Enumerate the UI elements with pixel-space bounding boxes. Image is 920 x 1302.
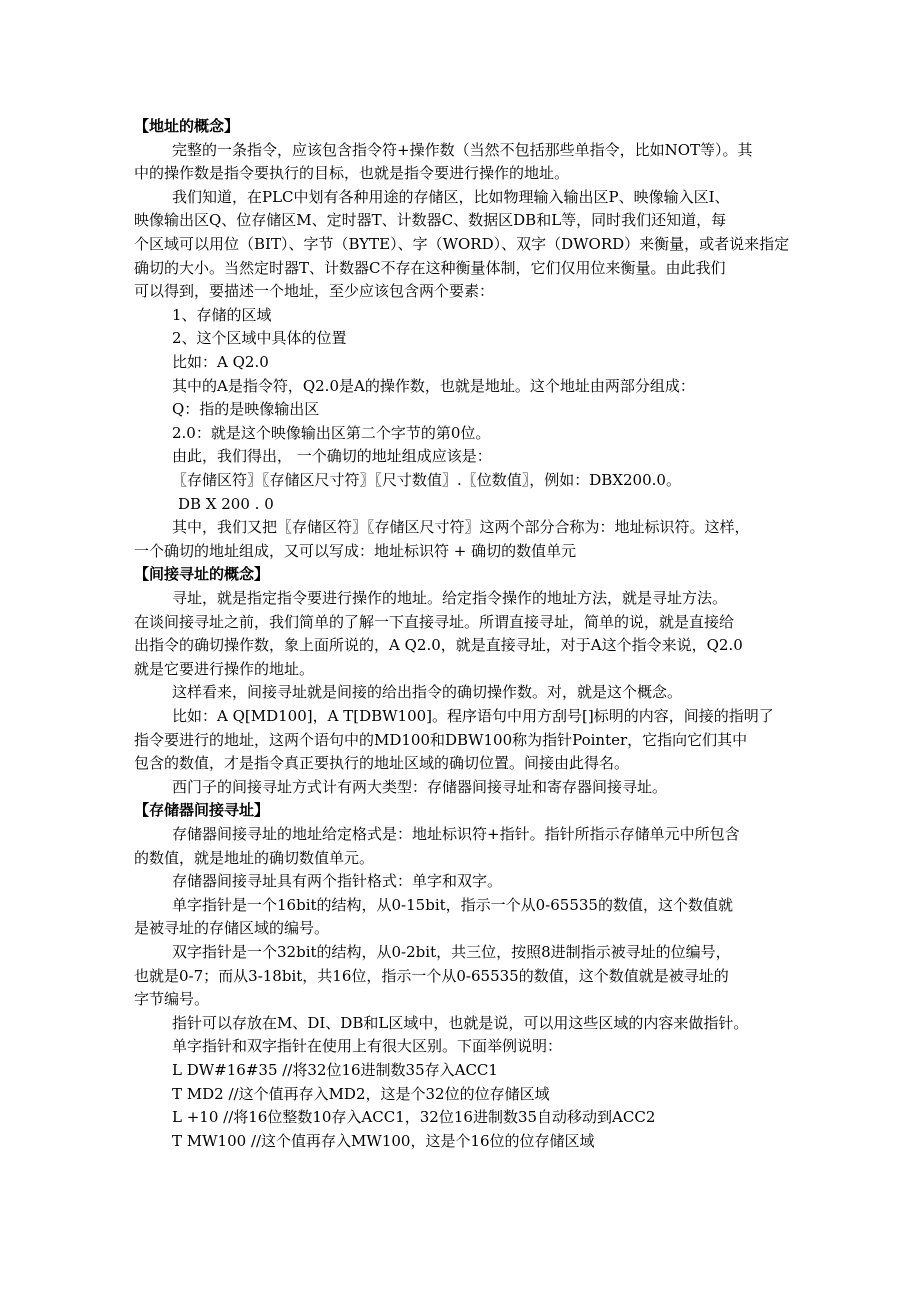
list-item: 1、存储的区域: [172, 306, 272, 324]
address-example-line: DB X 200 . 0: [178, 495, 274, 513]
paragraph-line: 映像输出区Q、位存储区M、定时器T、计数器C、数据区DB和L等，同时我们还知道，每: [134, 211, 727, 229]
paragraph-line: 单字指针和双字指针在使用上有很大区别。下面举例说明：: [172, 1037, 563, 1055]
code-line: L +10 //将16位整数10存入ACC1，32位16进制数35自动移动到ACC2: [172, 1108, 656, 1126]
paragraph-line: 可以得到，要描述一个地址，至少应该包含两个要素：: [134, 282, 495, 300]
paragraph-line: 字节编号。: [134, 990, 210, 1008]
paragraph-line: 确切的大小。当然定时器T、计数器C不存在这种衡量体制，它们仅用位来衡量。由此我们: [134, 259, 726, 277]
section-heading-indirect-addressing: 【间接寻址的概念】: [134, 565, 270, 583]
code-line: T MD2 //这个值再存入MD2，这是个32位的位存储区域: [172, 1085, 550, 1103]
paragraph-line: 指针可以存放在M、DI、DB和L区域中，也就是说，可以用这些区域的内容来做指针。: [172, 1014, 749, 1032]
paragraph-line: 2.0：就是这个映像输出区第二个字节的第0位。: [172, 424, 491, 442]
paragraph-line: 包含的数值，才是指令真正要执行的地址区域的确切位置。间接由此得名。: [134, 754, 630, 772]
paragraph-line: 寻址，就是指定指令要进行操作的地址。给定指令操作的地址方法，就是寻址方法。: [172, 589, 728, 607]
paragraph-line: 指令要进行的地址，这两个语句中的MD100和DBW100称为指针Pointer，它指向它们其中: [134, 731, 748, 749]
code-line: L DW#16#35 //将32位16进制数35存入ACC1: [172, 1061, 498, 1079]
paragraph-line: 出指令的确切操作数，象上面所说的，A Q2.0，就是直接寻址，对于A这个指令来说，Q2.0: [134, 636, 743, 654]
paragraph-line: 一个确切的地址组成，又可以写成：地址标识符 + 确切的数值单元: [134, 542, 577, 560]
paragraph-line: 西门子的间接寻址方式计有两大类型：存储器间接寻址和寄存器间接寻址。: [172, 778, 668, 796]
paragraph-line: 这样看来，间接寻址就是间接的给出指令的确切操作数。对，就是这个概念。: [172, 683, 683, 701]
paragraph-line: 完整的一条指令，应该包含指令符+操作数（当然不包括那些单指令，比如NOT等）。其: [172, 141, 753, 159]
example-line: 比如：A Q2.0: [172, 353, 269, 371]
paragraph-line: 由此，我们得出， 一个确切的地址组成应该是：: [172, 447, 492, 465]
paragraph-line: 其中，我们又把〖存储区符〗〖存储区尺寸符〗这两个部分合称为：地址标识符。这样，: [172, 518, 750, 536]
paragraph-line: 其中的A是指令符，Q2.0是A的操作数，也就是地址。这个地址由两部分组成：: [172, 377, 695, 395]
code-line: T MW100 //这个值再存入MW100，这是个16位的位存储区域: [172, 1132, 595, 1150]
paragraph-line: 双字指针是一个32bit的结构，从0-2bit，共三位，按照8进制指示被寻址的位编号，: [172, 943, 731, 961]
paragraph-line: 是被寻址的存储区域的编号。: [134, 919, 330, 937]
paragraph-line: 的数值，就是地址的确切数值单元。: [134, 849, 375, 867]
paragraph-line: Q：指的是映像输出区: [172, 400, 320, 418]
paragraph-line: 比如：A Q[MD100]，A T[DBW100]。程序语句中用方刮号[]标明的内容，间接的指明了: [172, 707, 774, 725]
paragraph-line: 单字指针是一个16bit的结构，从0-15bit，指示一个从0-65535的数值，这个数值就: [172, 896, 733, 914]
paragraph-line: 也就是0-7；而从3-18bit，共16位，指示一个从0-65535的数值，这个数值就是被寻址的: [134, 967, 729, 985]
paragraph-line: 个区域可以用位（BIT）、字节（BYTE）、字（WORD）、双字（DWORD）来衡量，或者说来指定: [134, 235, 790, 253]
paragraph-line: 就是它要进行操作的地址。: [134, 660, 315, 678]
address-format-line: 〖存储区符〗〖存储区尺寸符〗〖尺寸数值〗.〖位数值〗，例如：DBX200.0。: [172, 471, 681, 489]
paragraph-line: 在谈间接寻址之前，我们简单的了解一下直接寻址。所谓直接寻址，简单的说，就是直接给: [134, 613, 735, 631]
paragraph-line: 我们知道，在PLC中划有各种用途的存储区，比如物理输入输出区P、映像输入区I、: [172, 188, 730, 206]
paragraph-line: 存储器间接寻址的地址给定格式是：地址标识符+指针。指针所指示存储单元中所包含: [172, 825, 740, 843]
section-heading-address-concept: 【地址的概念】: [134, 117, 240, 135]
list-item: 2、这个区域中具体的位置: [172, 329, 347, 347]
paragraph-line: 中的操作数是指令要执行的目标，也就是指令要进行操作的地址。: [134, 164, 570, 182]
paragraph-line: 存储器间接寻址具有两个指针格式：单字和双字。: [172, 872, 503, 890]
section-heading-memory-indirect: 【存储器间接寻址】: [134, 801, 270, 819]
